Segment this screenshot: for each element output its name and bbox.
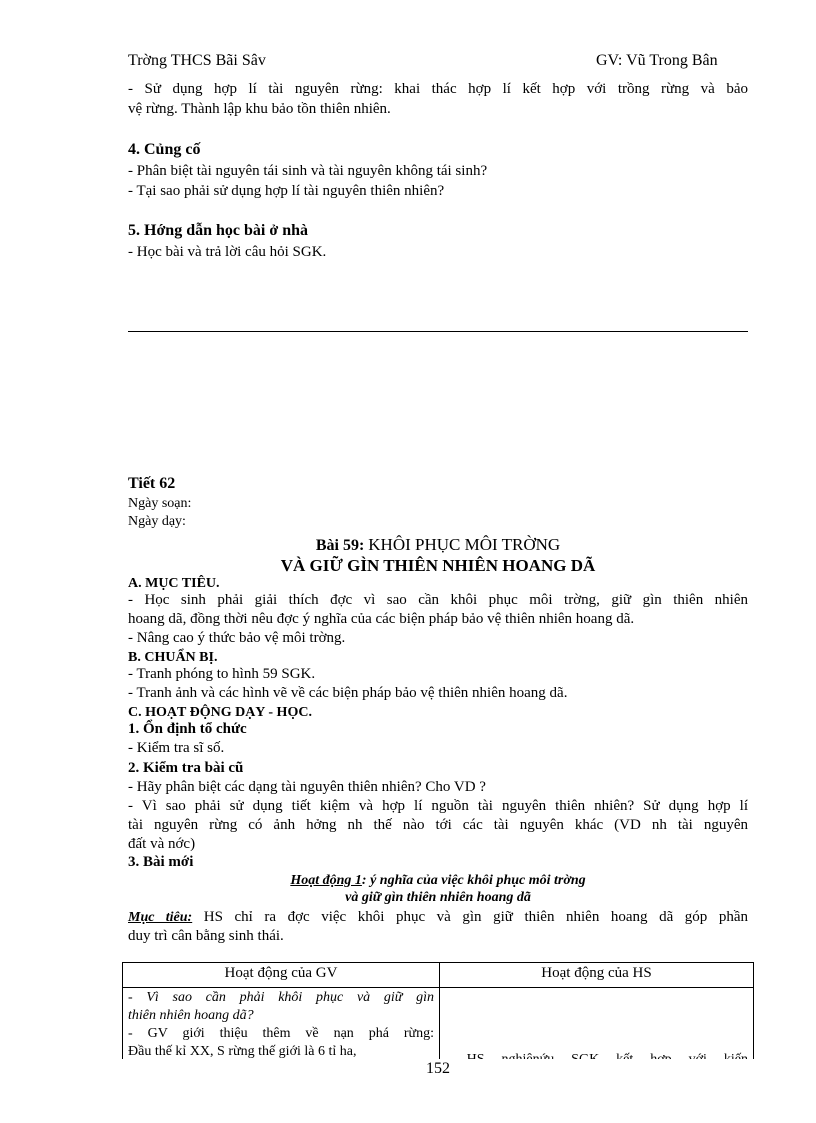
cungco-q2: - Tại sao phải sử dụng hợp lí tài nguyên thiên nhiên? [128,183,445,199]
lesson-title-1 [128,535,748,556]
muc-tieu-heading: A. MỤC TIÊU. [128,576,220,591]
gv-question-2: thiên nhiên hoang dã? [128,1008,254,1023]
gv-text-1: - GV giới thiệu thêm về nạn phá rừng: [128,1026,434,1041]
activity-table [122,962,754,1072]
cungco-heading: 4. Củng cố [128,141,201,158]
hoat-dong-s2d: đất và nớc) [128,836,196,852]
table-header-gv: Hoạt động của GV [123,963,440,988]
top-line-2: vệ rừng. Thành lập khu bảo tồn thiên nhiên. [128,101,391,117]
table-header-hs: Hoạt động của HS [440,963,754,988]
gv-question-1: - Vì sao cần phải khôi phục và giữ gìn [128,990,434,1005]
lesson-tiet: Tiết 62 [128,475,176,492]
hoat-dong-s2a: - Hãy phân biệt các dạng tài nguyên thiên nhiên? Cho VD ? [128,779,486,795]
chuan-bi-l1: - Tranh phóng to hình 59 SGK. [128,666,316,682]
activity1-title-rest: : ý nghĩa của việc khôi phục môi trờng [361,873,586,888]
hoat-dong-s2c: tài nguyên rừng có ảnh hởng nh thế nào tới các tài nguyên khác (VD nh tài nguyên [128,817,748,833]
activity1-muc-tieu-text2: duy trì cân bằng sinh thái. [128,928,284,944]
hoat-dong-heading: C. HOẠT ĐỘNG DẠY - HỌC. [128,705,312,720]
muc-tieu-l1: - Học sinh phải giải thích đợc vì sao cần khôi phục môi trờng, giữ gìn thiên nhiên [128,592,748,608]
lesson-ngay-day: Ngày dạy: [128,514,186,529]
huongdan-heading: 5. Hớng dẫn học bài ở nhà [128,222,308,239]
activity1-muc-tieu [128,908,748,927]
muc-tieu-l3: - Nâng cao ý thức bảo vệ môi trờng. [128,630,346,646]
table-header-row [123,963,754,988]
muc-tieu-l2: hoang dã, đồng thời nêu đợc ý nghĩa của các biện pháp bảo vệ thiên nhiên hoang dã. [128,611,635,627]
hoat-dong-s1a: - Kiểm tra sĩ số. [128,740,225,756]
lesson-title-2: VÀ GIỮ GÌN THIÊN NHIÊN HOANG DÃ [280,556,596,575]
header-school: Trờng THCS Bãi Sâv [128,52,266,69]
lesson-title-main: KHÔI PHỤC MÔI TRỜNG [368,535,561,554]
cungco-q1: - Phân biệt tài nguyên tái sinh và tài nguyên không tái sinh? [128,163,488,179]
page-number: 152 [426,1060,450,1077]
activity1-title-1 [128,872,748,889]
top-line-1: - Sử dụng hợp lí tài nguyên rừng: khai thác hợp lí kết hợp với trồng rừng và bảo [128,81,748,97]
activity1-muc-tieu-text1: HS chỉ ra đợc việc khôi phục và gìn giữ thiên nhiên hoang dã góp phần [192,909,749,925]
hoat-dong-s1: 1. Ổn định tổ chức [128,721,247,737]
chuan-bi-l2: - Tranh ảnh và các hình vẽ về các biện pháp bảo vệ thiên nhiên hoang dã. [128,685,568,701]
lesson-title-prefix: Bài 59: [315,537,369,554]
activity1-label: Hoạt động 1 [290,873,362,888]
huongdan-text: - Học bài và trả lời câu hỏi SGK. [128,244,327,260]
lesson-ngay-soan: Ngày soạn: [128,496,192,511]
chuan-bi-heading: B. CHUẨN BỊ. [128,650,218,665]
hoat-dong-s2: 2. Kiểm tra bài cũ [128,760,244,776]
activity1-title-2: và giữ gìn thiên nhiên hoang dã [345,890,531,905]
gv-text-2: Đầu thế kỉ XX, S rừng thế giới là 6 tỉ ha, [128,1044,357,1059]
section-divider [128,331,748,332]
header-teacher: GV: Vũ Trong Bân [596,52,718,69]
hoat-dong-s3: 3. Bài mới [128,854,194,870]
hoat-dong-s2b: - Vì sao phải sử dụng tiết kiệm và hợp lí nguồn tài nguyên thiên nhiên? Sử dụng hợp lí [128,798,748,814]
activity1-muc-tieu-label: Mục tiêu: [128,910,193,925]
